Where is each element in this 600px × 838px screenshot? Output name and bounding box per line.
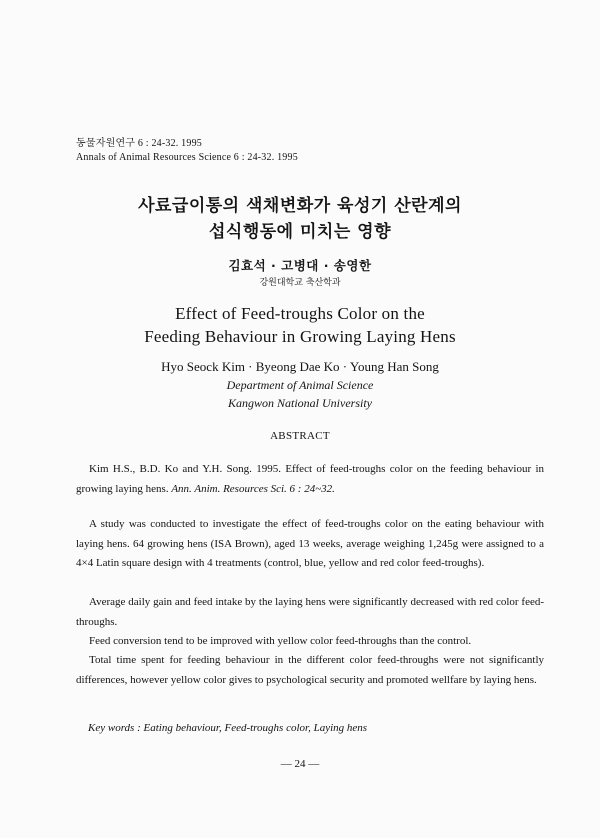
keywords-label: Key words : xyxy=(88,722,141,734)
english-authors: Hyo Seock Kim · Byeong Dae Ko · Young Han Song xyxy=(161,359,439,374)
abstract-paragraph-1: A study was conducted to investigate the effect of feed-troughs color on the eating behaviour with laying hens. 64 growing hens (ISA Brown), aged 13 weeks, average weighing 1,245g were assigned to a 4×4 Latin square design with 4 treatments (control, blue, yellow and red color feed-troughs). xyxy=(76,518,544,570)
korean-title-line-1: 사료급이통의 색채변화가 육성기 산란계의 xyxy=(138,196,462,216)
keywords-list: Eating behaviour, Feed-troughs color, Laying hens xyxy=(143,722,368,734)
korean-journal-reference: 동물자원연구 6 : 24-32. 1995 xyxy=(76,138,202,149)
korean-affiliation: 강원대학교 축산학과 xyxy=(259,278,341,288)
english-journal-reference: Annals of Animal Resources Science 6 : 24-32. 1995 xyxy=(76,152,298,163)
korean-title-line-2: 섭식행동에 미치는 영향 xyxy=(208,222,392,242)
korean-title xyxy=(0,193,600,245)
abstract-heading: ABSTRACT xyxy=(270,430,330,442)
abstract-paragraph-3: Feed conversion tend to be improved with yellow color feed-throughs than the control. xyxy=(89,635,472,647)
citation-text: Kim H.S., B.D. Ko and Y.H. Song. 1995. Effect of feed-troughs color on the feeding behaviour in growing laying hens. xyxy=(76,463,544,495)
english-title-line-1: Effect of Feed-troughs Color on the xyxy=(175,304,425,323)
abstract-paragraph-4: Total time spent for feeding behaviour in the different color feed-throughs were not significantly differences, however yellow color gives to psychological security and promoted wellfare by laying hens. xyxy=(76,654,544,686)
journal-header xyxy=(76,137,298,165)
university: Kangwon National University xyxy=(228,396,372,410)
abstract-paragraph-2: Average daily gain and feed intake by the laying hens were significantly decreased with red color feed-throughs. xyxy=(76,596,544,628)
department: Department of Animal Science xyxy=(226,378,374,392)
citation xyxy=(76,460,544,499)
korean-authors: 김효석 · 고병대 · 송영한 xyxy=(228,258,372,273)
keywords xyxy=(88,722,367,734)
page-number: — 24 — xyxy=(280,758,320,770)
english-title xyxy=(0,302,600,348)
english-title-line-2: Feeding Behaviour in Growing Laying Hens xyxy=(144,327,456,346)
english-affiliation xyxy=(0,376,600,412)
citation-journal: Ann. Anim. Resources Sci. 6 : 24~32. xyxy=(171,482,335,495)
